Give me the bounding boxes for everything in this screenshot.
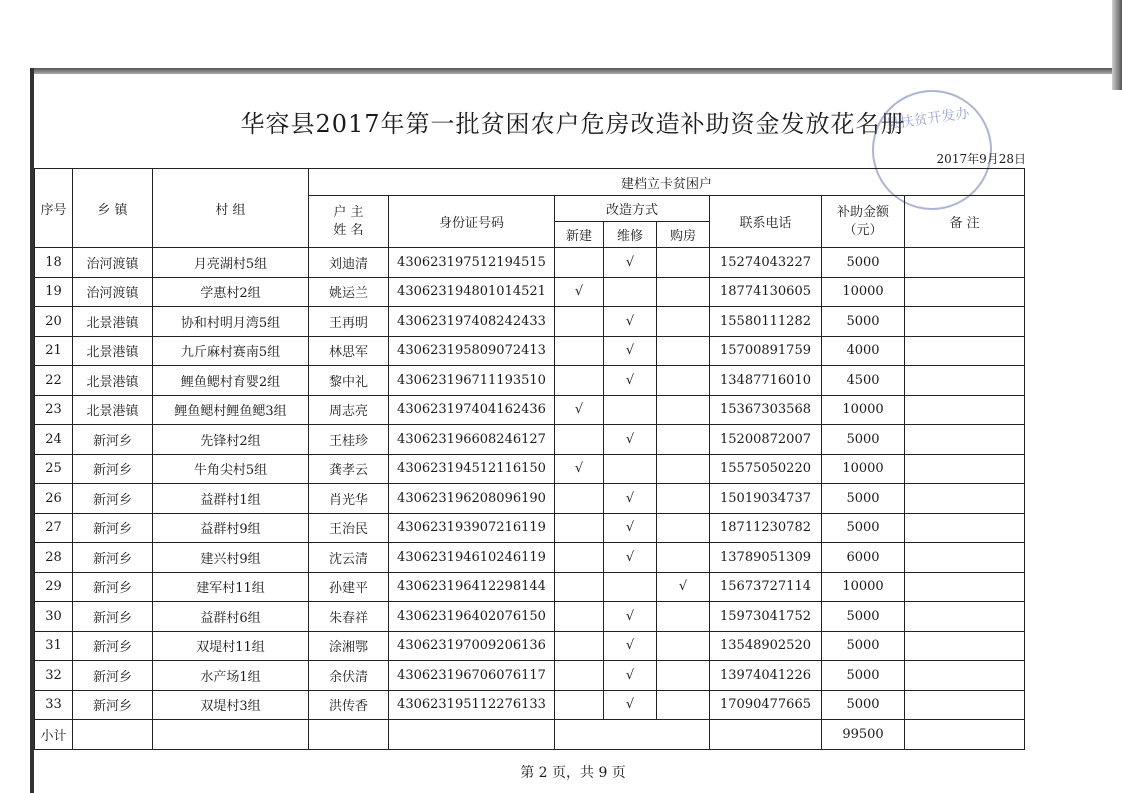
cell-seq: 28 xyxy=(35,543,73,573)
cell-town: 新河乡 xyxy=(73,602,153,632)
cell-phone: 15274043227 xyxy=(710,248,822,278)
cell-purchase-check xyxy=(657,454,710,484)
cell-new-build-check xyxy=(555,336,604,366)
cell-amount: 5000 xyxy=(822,248,905,278)
cell-town: 治河渡镇 xyxy=(73,248,153,278)
cell-new-build-check: √ xyxy=(555,395,604,425)
cell-repair-check: √ xyxy=(604,425,657,455)
cell-repair-check: √ xyxy=(604,248,657,278)
cell-note xyxy=(905,454,1025,484)
cell-phone: 15673727114 xyxy=(710,572,822,602)
cell-purchase-check xyxy=(657,336,710,366)
cell-purchase-check xyxy=(657,661,710,691)
table-row xyxy=(35,513,1025,543)
cell-new-build-check xyxy=(555,543,604,573)
cell-town: 新河乡 xyxy=(73,572,153,602)
cell-seq: 27 xyxy=(35,513,73,543)
cell-repair-check: √ xyxy=(604,661,657,691)
cell-phone: 15019034737 xyxy=(710,484,822,514)
cell-purchase-check xyxy=(657,395,710,425)
subtotal-label: 小计 xyxy=(35,720,73,750)
cell-phone: 15973041752 xyxy=(710,602,822,632)
stamp-text: 县扶贫开发办 xyxy=(884,105,971,134)
cell-purchase-check xyxy=(657,690,710,720)
cell-seq: 29 xyxy=(35,572,73,602)
cell-id-number: 430623197009206136 xyxy=(389,631,555,661)
cell-repair-check xyxy=(604,277,657,307)
table-row xyxy=(35,277,1025,307)
cell-note xyxy=(905,543,1025,573)
document-date: 2017年9月28日 xyxy=(936,152,1026,166)
cell-new-build-check xyxy=(555,248,604,278)
table-header xyxy=(35,169,1025,248)
header-new-build: 新建 xyxy=(555,222,604,248)
cell-owner-name: 余伏清 xyxy=(309,661,389,691)
cell-purchase-check: √ xyxy=(657,572,710,602)
cell-purchase-check xyxy=(657,248,710,278)
header-repair: 维修 xyxy=(604,222,657,248)
cell-id-number: 430623195112276133 xyxy=(389,690,555,720)
cell-purchase-check xyxy=(657,366,710,396)
document-page xyxy=(34,74,1112,793)
cell-amount: 5000 xyxy=(822,690,905,720)
cell-seq: 25 xyxy=(35,454,73,484)
cell-note xyxy=(905,484,1025,514)
cell-new-build-check xyxy=(555,602,604,632)
cell-id-number: 430623196608246127 xyxy=(389,425,555,455)
cell-amount: 5000 xyxy=(822,602,905,632)
cell-note xyxy=(905,631,1025,661)
cell-note xyxy=(905,366,1025,396)
cell-note xyxy=(905,690,1025,720)
cell-owner-name: 黎中礼 xyxy=(309,366,389,396)
cell-seq: 22 xyxy=(35,366,73,396)
cell-town: 新河乡 xyxy=(73,690,153,720)
subtotal-empty-cell xyxy=(905,720,1025,750)
cell-owner-name: 孙建平 xyxy=(309,572,389,602)
cell-owner-name: 肖光华 xyxy=(309,484,389,514)
cell-note xyxy=(905,277,1025,307)
cell-phone: 13789051309 xyxy=(710,543,822,573)
cell-village: 鲤鱼鳃村鲤鱼鳃3组 xyxy=(153,395,309,425)
cell-purchase-check xyxy=(657,307,710,337)
cell-town: 北景港镇 xyxy=(73,307,153,337)
cell-repair-check xyxy=(604,572,657,602)
table-row xyxy=(35,602,1025,632)
cell-repair-check: √ xyxy=(604,484,657,514)
header-phone: 联系电话 xyxy=(710,196,822,248)
document-title: 华容县2017年第一批贫困农户危房改造补助资金发放花名册 xyxy=(240,110,906,138)
cell-new-build-check xyxy=(555,366,604,396)
cell-new-build-check xyxy=(555,572,604,602)
cell-phone: 13487716010 xyxy=(710,366,822,396)
cell-village: 益群村6组 xyxy=(153,602,309,632)
cell-repair-check: √ xyxy=(604,602,657,632)
cell-note xyxy=(905,602,1025,632)
cell-seq: 19 xyxy=(35,277,73,307)
cell-amount: 10000 xyxy=(822,277,905,307)
table-row xyxy=(35,366,1025,396)
cell-repair-check: √ xyxy=(604,631,657,661)
cell-town: 新河乡 xyxy=(73,543,153,573)
cell-phone: 15580111282 xyxy=(710,307,822,337)
header-town: 乡 镇 xyxy=(73,169,153,248)
cell-purchase-check xyxy=(657,513,710,543)
cell-new-build-check xyxy=(555,425,604,455)
cell-town: 北景港镇 xyxy=(73,395,153,425)
cell-id-number: 430623196412298144 xyxy=(389,572,555,602)
cell-purchase-check xyxy=(657,484,710,514)
cell-amount: 10000 xyxy=(822,395,905,425)
cell-id-number: 430623196706076117 xyxy=(389,661,555,691)
cell-town: 新河乡 xyxy=(73,484,153,514)
table-row xyxy=(35,543,1025,573)
header-note: 备 注 xyxy=(905,196,1025,248)
cell-new-build-check xyxy=(555,484,604,514)
cell-id-number: 430623194801014521 xyxy=(389,277,555,307)
cell-seq: 23 xyxy=(35,395,73,425)
cell-repair-check: √ xyxy=(604,543,657,573)
cell-village: 益群村9组 xyxy=(153,513,309,543)
cell-note xyxy=(905,336,1025,366)
cell-note xyxy=(905,661,1025,691)
cell-seq: 20 xyxy=(35,307,73,337)
subtotal-empty-cell xyxy=(389,720,555,750)
cell-purchase-check xyxy=(657,277,710,307)
cell-new-build-check: √ xyxy=(555,277,604,307)
cell-village: 九斤麻村赛南5组 xyxy=(153,336,309,366)
cell-new-build-check: √ xyxy=(555,454,604,484)
cell-village: 学惠村2组 xyxy=(153,277,309,307)
cell-owner-name: 林思军 xyxy=(309,336,389,366)
cell-amount: 5000 xyxy=(822,484,905,514)
table-row xyxy=(35,248,1025,278)
table-row xyxy=(35,336,1025,366)
cell-note xyxy=(905,248,1025,278)
cell-id-number: 430623196402076150 xyxy=(389,602,555,632)
cell-town: 新河乡 xyxy=(73,631,153,661)
cell-amount: 10000 xyxy=(822,454,905,484)
cell-phone: 17090477665 xyxy=(710,690,822,720)
cell-village: 牛角尖村5组 xyxy=(153,454,309,484)
header-seq: 序号 xyxy=(35,169,73,248)
subtotal-empty-cell xyxy=(309,720,389,750)
cell-repair-check: √ xyxy=(604,366,657,396)
cell-new-build-check xyxy=(555,513,604,543)
subtotal-empty-cell xyxy=(153,720,309,750)
cell-purchase-check xyxy=(657,425,710,455)
table-row xyxy=(35,395,1025,425)
scan-edge-right xyxy=(1112,0,1122,90)
cell-village: 双堤村3组 xyxy=(153,690,309,720)
cell-village: 水产场1组 xyxy=(153,661,309,691)
cell-note xyxy=(905,307,1025,337)
cell-amount: 5000 xyxy=(822,425,905,455)
header-owner-name: 户 主 姓 名 xyxy=(309,196,389,248)
cell-phone: 15575050220 xyxy=(710,454,822,484)
cell-phone: 18774130605 xyxy=(710,277,822,307)
cell-owner-name: 刘迪清 xyxy=(309,248,389,278)
header-amount: 补助金额 （元） xyxy=(822,196,905,248)
cell-owner-name: 涂湘鄂 xyxy=(309,631,389,661)
table-row xyxy=(35,425,1025,455)
header-renovation-method: 改造方式 xyxy=(555,196,710,222)
cell-seq: 24 xyxy=(35,425,73,455)
cell-new-build-check xyxy=(555,631,604,661)
cell-owner-name: 朱春祥 xyxy=(309,602,389,632)
cell-note xyxy=(905,513,1025,543)
cell-owner-name: 王再明 xyxy=(309,307,389,337)
cell-id-number: 430623196711193510 xyxy=(389,366,555,396)
cell-purchase-check xyxy=(657,543,710,573)
cell-phone: 15700891759 xyxy=(710,336,822,366)
cell-owner-name: 姚运兰 xyxy=(309,277,389,307)
cell-repair-check xyxy=(604,395,657,425)
table-row xyxy=(35,307,1025,337)
subtotal-empty-cell xyxy=(73,720,153,750)
cell-seq: 18 xyxy=(35,248,73,278)
cell-town: 北景港镇 xyxy=(73,366,153,396)
cell-repair-check: √ xyxy=(604,513,657,543)
cell-village: 建兴村9组 xyxy=(153,543,309,573)
cell-village: 鲤鱼鳃村育婴2组 xyxy=(153,366,309,396)
cell-new-build-check xyxy=(555,307,604,337)
cell-repair-check xyxy=(604,454,657,484)
table-row xyxy=(35,454,1025,484)
cell-owner-name: 龚孝云 xyxy=(309,454,389,484)
cell-amount: 5000 xyxy=(822,631,905,661)
cell-amount: 4000 xyxy=(822,336,905,366)
cell-amount: 5000 xyxy=(822,513,905,543)
subtotal-amount: 99500 xyxy=(822,720,905,750)
cell-id-number: 430623196208096190 xyxy=(389,484,555,514)
cell-seq: 32 xyxy=(35,661,73,691)
cell-town: 新河乡 xyxy=(73,425,153,455)
cell-owner-name: 周志亮 xyxy=(309,395,389,425)
subtotal-empty-cell xyxy=(710,720,822,750)
cell-village: 建军村11组 xyxy=(153,572,309,602)
cell-id-number: 430623195809072413 xyxy=(389,336,555,366)
cell-owner-name: 王桂珍 xyxy=(309,425,389,455)
cell-village: 双堤村11组 xyxy=(153,631,309,661)
cell-id-number: 430623197512194515 xyxy=(389,248,555,278)
cell-purchase-check xyxy=(657,602,710,632)
cell-phone: 13548902520 xyxy=(710,631,822,661)
cell-town: 北景港镇 xyxy=(73,336,153,366)
cell-owner-name: 沈云清 xyxy=(309,543,389,573)
cell-id-number: 430623194512116150 xyxy=(389,454,555,484)
cell-seq: 33 xyxy=(35,690,73,720)
cell-note xyxy=(905,572,1025,602)
cell-repair-check: √ xyxy=(604,336,657,366)
cell-phone: 13974041226 xyxy=(710,661,822,691)
cell-town: 新河乡 xyxy=(73,454,153,484)
header-id-number: 身份证号码 xyxy=(389,196,555,248)
cell-note xyxy=(905,425,1025,455)
header-poor-household-group: 建档立卡贫困户 xyxy=(309,169,1025,196)
cell-owner-name: 王治民 xyxy=(309,513,389,543)
cell-amount: 5000 xyxy=(822,661,905,691)
subtotal-empty-cell xyxy=(555,720,710,750)
header-village: 村 组 xyxy=(153,169,309,248)
cell-village: 先锋村2组 xyxy=(153,425,309,455)
scan-edge-left xyxy=(30,68,34,793)
subsidy-register-table xyxy=(34,168,1025,750)
cell-phone: 15200872007 xyxy=(710,425,822,455)
cell-seq: 26 xyxy=(35,484,73,514)
cell-village: 益群村1组 xyxy=(153,484,309,514)
cell-id-number: 430623197404162436 xyxy=(389,395,555,425)
cell-new-build-check xyxy=(555,690,604,720)
header-purchase: 购房 xyxy=(657,222,710,248)
table-row xyxy=(35,661,1025,691)
cell-amount: 6000 xyxy=(822,543,905,573)
cell-note xyxy=(905,395,1025,425)
cell-new-build-check xyxy=(555,661,604,691)
cell-repair-check: √ xyxy=(604,690,657,720)
cell-seq: 31 xyxy=(35,631,73,661)
table-row xyxy=(35,572,1025,602)
cell-town: 新河乡 xyxy=(73,661,153,691)
cell-town: 治河渡镇 xyxy=(73,277,153,307)
page-footer: 第 2 页，共 9 页 xyxy=(520,765,626,781)
cell-id-number: 430623193907216119 xyxy=(389,513,555,543)
table-row xyxy=(35,690,1025,720)
cell-seq: 30 xyxy=(35,602,73,632)
cell-amount: 10000 xyxy=(822,572,905,602)
cell-town: 新河乡 xyxy=(73,513,153,543)
cell-repair-check: √ xyxy=(604,307,657,337)
cell-village: 协和村明月湾5组 xyxy=(153,307,309,337)
cell-village: 月亮湖村5组 xyxy=(153,248,309,278)
table-row xyxy=(35,484,1025,514)
cell-seq: 21 xyxy=(35,336,73,366)
cell-owner-name: 洪传香 xyxy=(309,690,389,720)
cell-amount: 5000 xyxy=(822,307,905,337)
cell-phone: 15367303568 xyxy=(710,395,822,425)
cell-id-number: 430623197408242433 xyxy=(389,307,555,337)
cell-id-number: 430623194610246119 xyxy=(389,543,555,573)
table-row xyxy=(35,631,1025,661)
cell-purchase-check xyxy=(657,631,710,661)
cell-amount: 4500 xyxy=(822,366,905,396)
cell-phone: 18711230782 xyxy=(710,513,822,543)
table-body xyxy=(35,248,1025,720)
